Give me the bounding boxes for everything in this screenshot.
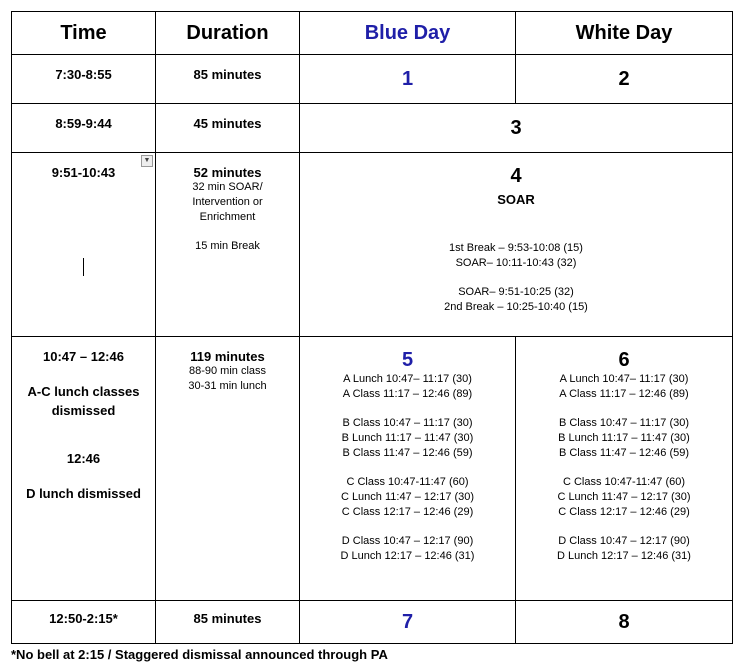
time-note: D lunch dismissed (26, 486, 141, 501)
lunch-detail: A Lunch 10:47– 11:17 (30) (343, 373, 472, 385)
spacer (12, 466, 155, 486)
lunch-detail: D Class 10:47 – 12:17 (90) (341, 535, 474, 547)
lunch-detail: A Lunch 10:47– 11:17 (30) (559, 373, 689, 385)
header-time: Time (12, 12, 156, 55)
time-text: 9:51-10:43 (51, 165, 116, 180)
period-number: 5 (401, 349, 414, 371)
lunch-detail: B Class 11:47 – 12:46 (59) (558, 447, 690, 459)
duration-detail: 30-31 min lunch (188, 380, 267, 392)
period-number: 6 (618, 349, 630, 371)
lunch-detail: D Lunch 12:17 – 12:46 (31) (340, 550, 475, 562)
blue-period-cell: 7 (300, 601, 516, 644)
time-cell (12, 337, 156, 601)
duration-cell: 45 minutes (156, 104, 300, 153)
time-cell: 8:59-9:44 (12, 104, 156, 153)
duration-detail: 32 min SOAR/ (192, 181, 263, 193)
soar-label: SOAR (497, 192, 535, 207)
header-duration: Duration (156, 12, 300, 55)
row-period-3 (12, 104, 733, 153)
spacer (300, 520, 515, 534)
spacer (300, 271, 732, 285)
lunch-detail: B Class 10:47 – 11:17 (30) (558, 417, 690, 429)
spacer (516, 402, 732, 416)
row-period-1-2 (12, 55, 733, 104)
row-period-7-8 (12, 601, 733, 644)
lunch-detail: B Class 11:47 – 12:46 (59) (342, 447, 473, 459)
duration-cell (156, 153, 300, 337)
dropdown-arrow-icon[interactable]: ▼ (141, 155, 153, 167)
text-cursor (83, 258, 84, 276)
time-text: 12:46 (66, 451, 101, 466)
lunch-detail: D Class 10:47 – 12:17 (90) (558, 535, 690, 547)
row-period-4 (12, 153, 733, 337)
soar-cell (300, 153, 733, 337)
lunch-detail: B Lunch 11:17 – 11:47 (30) (558, 432, 690, 444)
white-lunch-cell (516, 337, 733, 601)
duration-detail: 88-90 min class (188, 365, 267, 377)
time-note: A-C lunch classes dismissed (27, 384, 140, 418)
duration-cell (156, 337, 300, 601)
time-cell: 12:50-2:15* (12, 601, 156, 644)
spacer (300, 461, 515, 475)
soar-detail: SOAR– 9:51-10:25 (32) (458, 286, 574, 298)
soar-detail: 2nd Break – 10:25-10:40 (15) (444, 301, 588, 313)
blue-period-cell: 1 (300, 55, 516, 104)
period-number: 4 (510, 165, 522, 187)
shared-period-cell: 3 (300, 104, 733, 153)
header-row (12, 12, 733, 55)
soar-detail: SOAR– 10:11-10:43 (32) (455, 257, 577, 269)
header-white-day: White Day (516, 12, 733, 55)
lunch-detail: C Class 12:17 – 12:46 (29) (558, 506, 690, 518)
white-period-cell: 8 (516, 601, 733, 644)
duration-detail: 15 min Break (195, 240, 260, 252)
spacer (516, 461, 732, 475)
time-cell: 7:30-8:55 (12, 55, 156, 104)
lunch-detail: D Lunch 12:17 – 12:46 (31) (557, 550, 691, 562)
lunch-detail: C Class 12:17 – 12:46 (29) (341, 506, 474, 518)
spacer (516, 520, 732, 534)
time-cell (12, 153, 156, 337)
lunch-detail: C Class 10:47-11:47 (60) (562, 476, 686, 488)
schedule-table (11, 11, 733, 644)
spacer (156, 225, 299, 239)
soar-detail: 1st Break – 9:53-10:08 (15) (449, 242, 583, 254)
duration-text: 52 minutes (193, 165, 262, 180)
spacer (300, 402, 515, 416)
spacer (12, 420, 155, 451)
time-text: 10:47 – 12:46 (43, 349, 124, 364)
duration-cell: 85 minutes (156, 601, 300, 644)
lunch-detail: A Class 11:17 – 12:46 (89) (342, 388, 473, 400)
white-period-cell: 2 (516, 55, 733, 104)
duration-cell: 85 minutes (156, 55, 300, 104)
lunch-detail: C Lunch 11:47 – 12:17 (30) (557, 491, 691, 503)
lunch-detail: C Lunch 11:47 – 12:17 (30) (340, 491, 475, 503)
lunch-detail: B Class 10:47 – 11:17 (30) (342, 417, 473, 429)
row-period-5-6 (12, 337, 733, 601)
duration-detail: Intervention or (192, 196, 263, 208)
footnote: *No bell at 2:15 / Staggered dismissal announced through PA (11, 647, 388, 662)
spacer (300, 207, 732, 241)
duration-detail: Enrichment (199, 211, 256, 223)
duration-text: 119 minutes (190, 349, 265, 364)
spacer (12, 364, 155, 382)
header-blue-day: Blue Day (300, 12, 516, 55)
blue-lunch-cell (300, 337, 516, 601)
lunch-detail: A Class 11:17 – 12:46 (89) (559, 388, 689, 400)
lunch-detail: B Lunch 11:17 – 11:47 (30) (341, 432, 474, 444)
lunch-detail: C Class 10:47-11:47 (60) (346, 476, 469, 488)
